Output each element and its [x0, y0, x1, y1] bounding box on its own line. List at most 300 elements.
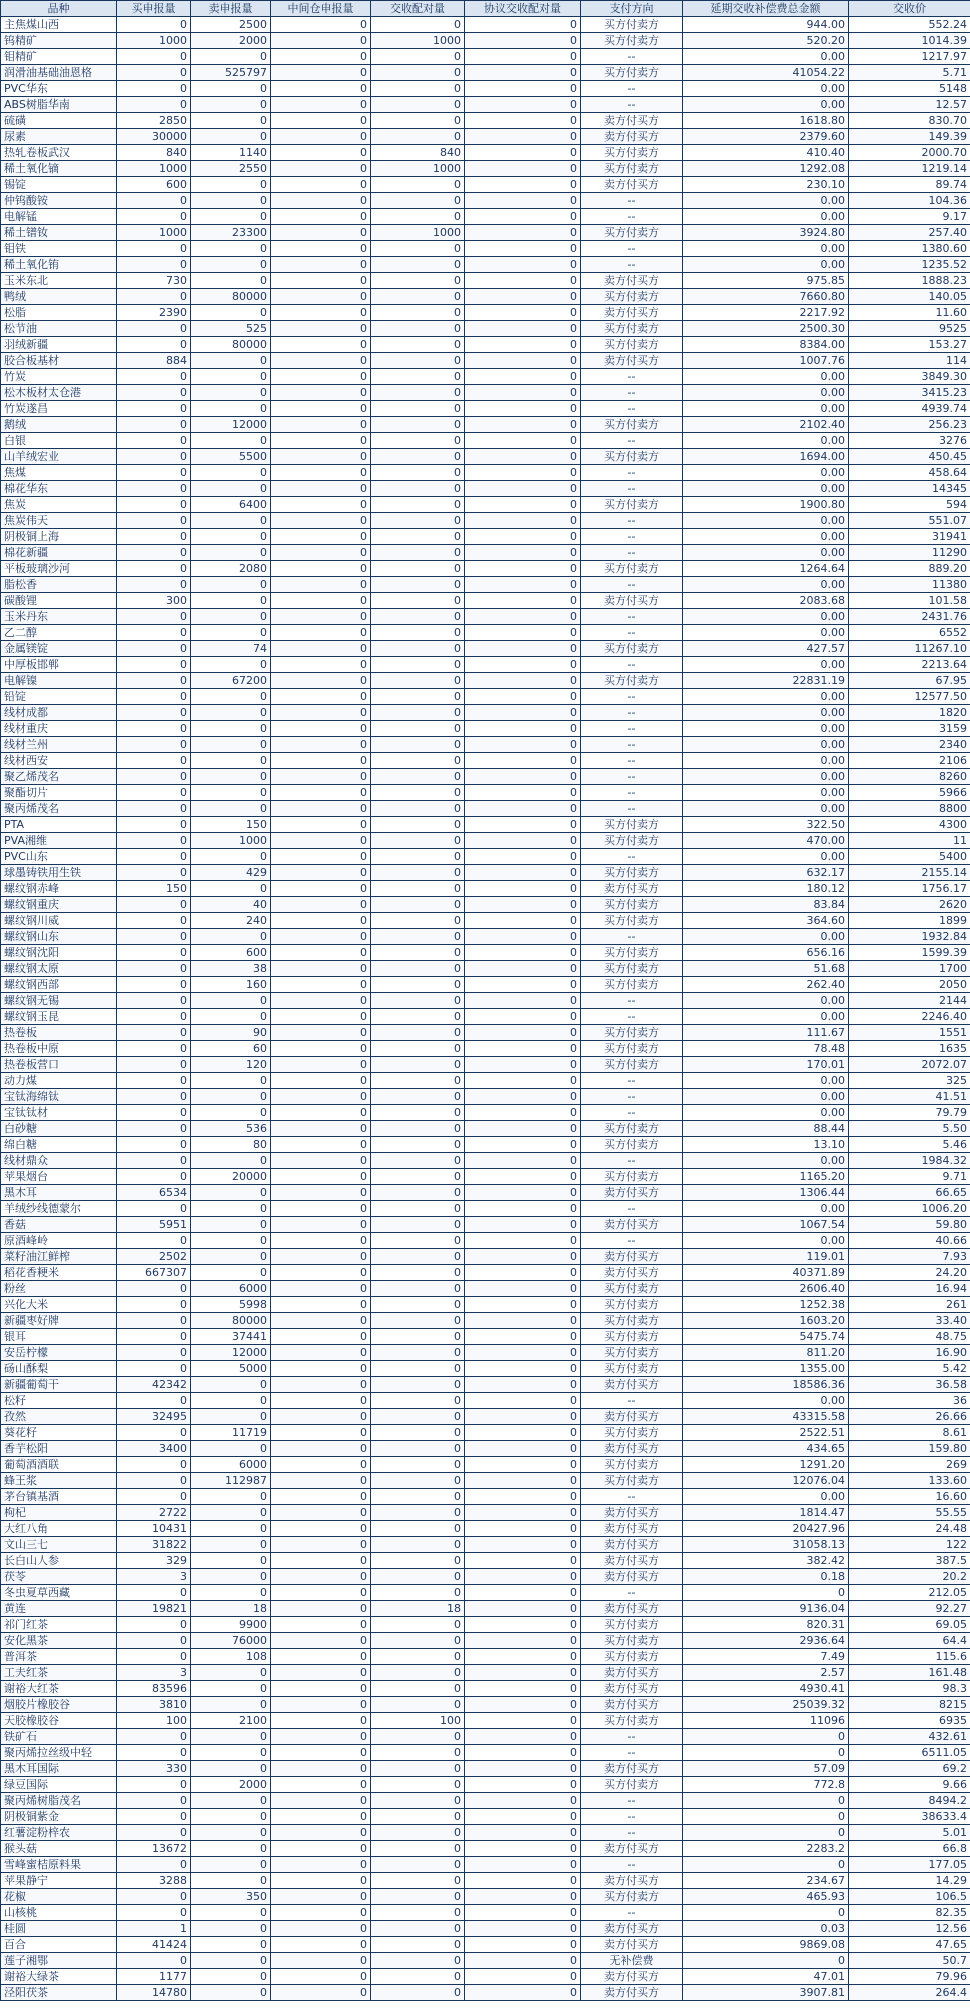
cell-sell-declare: 38 [191, 961, 271, 977]
cell-buy-declare: 0 [117, 65, 191, 81]
cell-delivery-price: 212.05 [849, 1585, 970, 1601]
table-row [1, 65, 970, 81]
cell-delivery-price: 48.75 [849, 1329, 970, 1345]
cell-delivery-price: 6511.05 [849, 1745, 970, 1761]
cell-delivery-price: 594 [849, 497, 970, 513]
cell-agreement-matched: 0 [465, 209, 581, 225]
cell-agreement-matched: 0 [465, 1953, 581, 1969]
cell-payment-direction: 买方付卖方 [581, 449, 683, 465]
cell-payment-direction: -- [581, 1105, 683, 1121]
cell-compensation-total: 0.18 [683, 1569, 849, 1585]
cell-delivery-matched: 0 [371, 401, 465, 417]
cell-buy-declare: 0 [117, 865, 191, 881]
cell-middle-warehouse: 0 [271, 1393, 371, 1409]
cell-variety: 碳酸锂 [1, 593, 117, 609]
cell-payment-direction: 卖方付买方 [581, 1921, 683, 1937]
table-row [1, 849, 970, 865]
cell-agreement-matched: 0 [465, 193, 581, 209]
header-compensation-total: 延期交收补偿费总金额 [683, 1, 849, 17]
cell-sell-declare: 0 [191, 433, 271, 449]
table-row [1, 129, 970, 145]
cell-sell-declare: 0 [191, 1217, 271, 1233]
table-row [1, 945, 970, 961]
cell-agreement-matched: 0 [465, 1905, 581, 1921]
cell-payment-direction: -- [581, 1585, 683, 1601]
cell-compensation-total: 41054.22 [683, 65, 849, 81]
cell-delivery-matched: 0 [371, 417, 465, 433]
cell-buy-declare: 0 [117, 513, 191, 529]
cell-delivery-price: 264.4 [849, 1985, 970, 2001]
cell-delivery-price: 450.45 [849, 449, 970, 465]
cell-sell-declare: 0 [191, 1985, 271, 2001]
cell-compensation-total: 811.20 [683, 1345, 849, 1361]
cell-payment-direction: -- [581, 1009, 683, 1025]
cell-compensation-total: 0.00 [683, 785, 849, 801]
cell-delivery-matched: 0 [371, 1313, 465, 1329]
cell-payment-direction: -- [581, 689, 683, 705]
cell-agreement-matched: 0 [465, 1617, 581, 1633]
cell-variety: 原酒峰岭 [1, 1233, 117, 1249]
cell-variety: 聚酯切片 [1, 785, 117, 801]
cell-compensation-total: 0 [683, 1729, 849, 1745]
cell-compensation-total: 427.57 [683, 641, 849, 657]
cell-agreement-matched: 0 [465, 961, 581, 977]
cell-variety: 铅锭 [1, 689, 117, 705]
cell-sell-declare: 0 [191, 81, 271, 97]
cell-delivery-price: 161.48 [849, 1665, 970, 1681]
cell-middle-warehouse: 0 [271, 401, 371, 417]
cell-payment-direction: 买方付卖方 [581, 865, 683, 881]
cell-variety: 黑木耳国际 [1, 1761, 117, 1777]
table-row [1, 1585, 970, 1601]
cell-compensation-total: 180.12 [683, 881, 849, 897]
cell-variety: 茯苓 [1, 1569, 117, 1585]
cell-buy-declare: 3 [117, 1665, 191, 1681]
cell-sell-declare: 0 [191, 545, 271, 561]
cell-payment-direction: 买方付卖方 [581, 1281, 683, 1297]
cell-delivery-matched: 0 [371, 865, 465, 881]
cell-sell-declare: 0 [191, 1809, 271, 1825]
cell-variety: 胶合板基材 [1, 353, 117, 369]
cell-agreement-matched: 0 [465, 577, 581, 593]
cell-delivery-matched: 0 [371, 1345, 465, 1361]
cell-variety: 棉花新疆 [1, 545, 117, 561]
cell-agreement-matched: 0 [465, 1025, 581, 1041]
cell-delivery-price: 9.71 [849, 1169, 970, 1185]
cell-middle-warehouse: 0 [271, 1729, 371, 1745]
cell-compensation-total: 0.00 [683, 1393, 849, 1409]
cell-delivery-matched: 0 [371, 1265, 465, 1281]
cell-agreement-matched: 0 [465, 1761, 581, 1777]
cell-compensation-total: 262.40 [683, 977, 849, 993]
cell-agreement-matched: 0 [465, 1393, 581, 1409]
cell-payment-direction: -- [581, 705, 683, 721]
cell-compensation-total: 0.00 [683, 769, 849, 785]
cell-delivery-price: 1820 [849, 705, 970, 721]
cell-payment-direction: 买方付卖方 [581, 1473, 683, 1489]
cell-sell-declare: 74 [191, 641, 271, 657]
cell-sell-declare: 2000 [191, 1777, 271, 1793]
table-row [1, 33, 970, 49]
cell-variety: 阴极铜紫金 [1, 1809, 117, 1825]
cell-middle-warehouse: 0 [271, 1233, 371, 1249]
cell-delivery-price: 20.2 [849, 1569, 970, 1585]
cell-delivery-matched: 0 [371, 1521, 465, 1537]
cell-middle-warehouse: 0 [271, 1825, 371, 1841]
cell-payment-direction: 买方付卖方 [581, 1313, 683, 1329]
cell-variety: 稀土镨钕 [1, 225, 117, 241]
cell-payment-direction: -- [581, 1489, 683, 1505]
cell-agreement-matched: 0 [465, 1649, 581, 1665]
cell-agreement-matched: 0 [465, 289, 581, 305]
cell-delivery-price: 11 [849, 833, 970, 849]
cell-agreement-matched: 0 [465, 1089, 581, 1105]
cell-compensation-total: 88.44 [683, 1121, 849, 1137]
cell-sell-declare: 2550 [191, 161, 271, 177]
cell-middle-warehouse: 0 [271, 545, 371, 561]
cell-variety: 润滑油基础油恩格 [1, 65, 117, 81]
cell-delivery-matched: 0 [371, 1281, 465, 1297]
cell-buy-declare: 0 [117, 1121, 191, 1137]
cell-variety: 百合 [1, 1937, 117, 1953]
cell-delivery-price: 8800 [849, 801, 970, 817]
cell-delivery-price: 159.80 [849, 1441, 970, 1457]
cell-buy-declare: 41424 [117, 1937, 191, 1953]
table-row [1, 1377, 970, 1393]
cell-compensation-total: 0.00 [683, 657, 849, 673]
cell-buy-declare: 0 [117, 257, 191, 273]
cell-sell-declare: 76000 [191, 1633, 271, 1649]
cell-sell-declare: 9900 [191, 1617, 271, 1633]
cell-delivery-matched: 0 [371, 1393, 465, 1409]
cell-payment-direction: 买方付卖方 [581, 225, 683, 241]
cell-variety: 热卷板 [1, 1025, 117, 1041]
cell-compensation-total: 230.10 [683, 177, 849, 193]
cell-delivery-matched: 0 [371, 1697, 465, 1713]
cell-compensation-total: 78.48 [683, 1041, 849, 1057]
cell-middle-warehouse: 0 [271, 1697, 371, 1713]
cell-variety: 钼铁 [1, 241, 117, 257]
cell-buy-declare: 0 [117, 49, 191, 65]
cell-variety: 烟胶片橡胶谷 [1, 1697, 117, 1713]
cell-middle-warehouse: 0 [271, 785, 371, 801]
cell-buy-declare: 1 [117, 1921, 191, 1937]
cell-buy-declare: 0 [117, 801, 191, 817]
cell-delivery-matched: 0 [371, 481, 465, 497]
table-header-row [1, 1, 970, 17]
cell-middle-warehouse: 0 [271, 33, 371, 49]
cell-buy-declare: 0 [117, 1729, 191, 1745]
cell-middle-warehouse: 0 [271, 1937, 371, 1953]
cell-agreement-matched: 0 [465, 1729, 581, 1745]
cell-payment-direction: -- [581, 929, 683, 945]
cell-delivery-matched: 0 [371, 1489, 465, 1505]
cell-buy-declare: 0 [117, 241, 191, 257]
cell-payment-direction: 卖方付买方 [581, 1249, 683, 1265]
cell-payment-direction: 买方付卖方 [581, 1025, 683, 1041]
table-row [1, 1905, 970, 1921]
table-row [1, 1089, 970, 1105]
cell-variety: 仲钨酸铵 [1, 193, 117, 209]
cell-middle-warehouse: 0 [271, 897, 371, 913]
cell-delivery-price: 12.56 [849, 1921, 970, 1937]
cell-buy-declare: 0 [117, 1153, 191, 1169]
cell-sell-declare: 0 [191, 657, 271, 673]
cell-variety: 红薯淀粉梓农 [1, 1825, 117, 1841]
cell-middle-warehouse: 0 [271, 1569, 371, 1585]
cell-payment-direction: -- [581, 1857, 683, 1873]
cell-agreement-matched: 0 [465, 865, 581, 881]
cell-agreement-matched: 0 [465, 417, 581, 433]
cell-middle-warehouse: 0 [271, 161, 371, 177]
cell-delivery-matched: 0 [371, 1473, 465, 1489]
cell-agreement-matched: 0 [465, 721, 581, 737]
cell-delivery-price: 8260 [849, 769, 970, 785]
cell-buy-declare: 329 [117, 1553, 191, 1569]
cell-delivery-price: 79.79 [849, 1105, 970, 1121]
table-row [1, 1729, 970, 1745]
cell-agreement-matched: 0 [465, 1425, 581, 1441]
cell-delivery-price: 82.35 [849, 1905, 970, 1921]
cell-delivery-price: 2106 [849, 753, 970, 769]
cell-compensation-total: 470.00 [683, 833, 849, 849]
cell-variety: 聚丙烯茂名 [1, 801, 117, 817]
cell-buy-declare: 0 [117, 817, 191, 833]
cell-sell-declare: 525 [191, 321, 271, 337]
cell-variety: 长白山人参 [1, 1553, 117, 1569]
cell-middle-warehouse: 0 [271, 1921, 371, 1937]
cell-compensation-total: 0.00 [683, 1009, 849, 1025]
cell-buy-declare: 0 [117, 17, 191, 33]
cell-delivery-matched: 0 [371, 561, 465, 577]
cell-variety: 鸭绒 [1, 289, 117, 305]
cell-agreement-matched: 0 [465, 385, 581, 401]
cell-payment-direction: 卖方付买方 [581, 593, 683, 609]
cell-middle-warehouse: 0 [271, 1873, 371, 1889]
cell-delivery-matched: 0 [371, 497, 465, 513]
cell-delivery-price: 31941 [849, 529, 970, 545]
cell-delivery-matched: 0 [371, 849, 465, 865]
cell-middle-warehouse: 0 [271, 273, 371, 289]
cell-middle-warehouse: 0 [271, 849, 371, 865]
cell-delivery-price: 66.65 [849, 1185, 970, 1201]
cell-buy-declare: 0 [117, 321, 191, 337]
cell-variety: 泾阳茯茶 [1, 1985, 117, 2001]
cell-delivery-price: 256.23 [849, 417, 970, 433]
cell-delivery-price: 7.93 [849, 1249, 970, 1265]
cell-sell-declare: 0 [191, 465, 271, 481]
cell-sell-declare: 60 [191, 1041, 271, 1057]
cell-sell-declare: 429 [191, 865, 271, 881]
cell-middle-warehouse: 0 [271, 97, 371, 113]
cell-buy-declare: 1000 [117, 33, 191, 49]
cell-sell-declare: 600 [191, 945, 271, 961]
cell-delivery-price: 1219.14 [849, 161, 970, 177]
table-row [1, 433, 970, 449]
cell-delivery-matched: 0 [371, 1169, 465, 1185]
cell-middle-warehouse: 0 [271, 1105, 371, 1121]
cell-agreement-matched: 0 [465, 897, 581, 913]
cell-agreement-matched: 0 [465, 65, 581, 81]
cell-variety: 球墨铸铁用生铁 [1, 865, 117, 881]
cell-delivery-matched: 0 [371, 785, 465, 801]
cell-middle-warehouse: 0 [271, 1009, 371, 1025]
cell-buy-declare: 0 [117, 1201, 191, 1217]
cell-payment-direction: 卖方付买方 [581, 305, 683, 321]
cell-compensation-total: 31058.13 [683, 1537, 849, 1553]
cell-buy-declare: 0 [117, 1649, 191, 1665]
cell-agreement-matched: 0 [465, 913, 581, 929]
cell-compensation-total: 944.00 [683, 17, 849, 33]
cell-delivery-price: 40.66 [849, 1233, 970, 1249]
cell-agreement-matched: 0 [465, 1569, 581, 1585]
table-row [1, 1265, 970, 1281]
cell-buy-declare: 0 [117, 385, 191, 401]
cell-delivery-matched: 0 [371, 1873, 465, 1889]
cell-delivery-price: 257.40 [849, 225, 970, 241]
cell-sell-declare: 0 [191, 305, 271, 321]
cell-buy-declare: 0 [117, 1297, 191, 1313]
cell-middle-warehouse: 0 [271, 1329, 371, 1345]
cell-variety: 稀土氧化铕 [1, 257, 117, 273]
cell-variety: 线材兰州 [1, 737, 117, 753]
cell-delivery-matched: 0 [371, 1233, 465, 1249]
cell-buy-declare: 31822 [117, 1537, 191, 1553]
cell-agreement-matched: 0 [465, 369, 581, 385]
cell-delivery-price: 64.4 [849, 1633, 970, 1649]
cell-middle-warehouse: 0 [271, 257, 371, 273]
cell-sell-declare: 5998 [191, 1297, 271, 1313]
cell-payment-direction: -- [581, 801, 683, 817]
cell-compensation-total: 0.00 [683, 81, 849, 97]
cell-delivery-matched: 0 [371, 913, 465, 929]
table-row [1, 497, 970, 513]
cell-agreement-matched: 0 [465, 1969, 581, 1985]
cell-buy-declare: 150 [117, 881, 191, 897]
cell-agreement-matched: 0 [465, 1521, 581, 1537]
cell-agreement-matched: 0 [465, 145, 581, 161]
cell-buy-declare: 730 [117, 273, 191, 289]
cell-delivery-price: 1014.39 [849, 33, 970, 49]
table-row [1, 1057, 970, 1073]
cell-buy-declare: 0 [117, 977, 191, 993]
cell-payment-direction: -- [581, 1233, 683, 1249]
cell-delivery-price: 4300 [849, 817, 970, 833]
cell-variety: 动力煤 [1, 1073, 117, 1089]
cell-payment-direction: -- [581, 1793, 683, 1809]
table-row [1, 625, 970, 641]
cell-variety: 砀山酥梨 [1, 1361, 117, 1377]
table-row [1, 977, 970, 993]
cell-agreement-matched: 0 [465, 1537, 581, 1553]
cell-buy-declare: 0 [117, 1857, 191, 1873]
cell-delivery-price: 16.60 [849, 1489, 970, 1505]
cell-variety: 热轧卷板武汉 [1, 145, 117, 161]
cell-payment-direction: -- [581, 737, 683, 753]
cell-compensation-total: 1814.47 [683, 1505, 849, 1521]
cell-middle-warehouse: 0 [271, 641, 371, 657]
cell-buy-declare: 0 [117, 833, 191, 849]
table-row [1, 1121, 970, 1137]
cell-delivery-price: 67.95 [849, 673, 970, 689]
cell-delivery-price: 104.36 [849, 193, 970, 209]
cell-delivery-matched: 0 [371, 1553, 465, 1569]
cell-sell-declare: 11719 [191, 1425, 271, 1441]
cell-delivery-price: 2340 [849, 737, 970, 753]
cell-sell-declare: 0 [191, 1841, 271, 1857]
cell-sell-declare: 0 [191, 401, 271, 417]
cell-buy-declare: 0 [117, 913, 191, 929]
cell-middle-warehouse: 0 [271, 1585, 371, 1601]
cell-middle-warehouse: 0 [271, 1121, 371, 1137]
cell-compensation-total: 0.00 [683, 209, 849, 225]
cell-middle-warehouse: 0 [271, 721, 371, 737]
table-row [1, 881, 970, 897]
cell-compensation-total: 2102.40 [683, 417, 849, 433]
cell-sell-declare: 2080 [191, 561, 271, 577]
cell-payment-direction: -- [581, 241, 683, 257]
cell-delivery-price: 11380 [849, 577, 970, 593]
cell-variety: 孜然 [1, 1409, 117, 1425]
table-row [1, 1233, 970, 1249]
cell-middle-warehouse: 0 [271, 1537, 371, 1553]
cell-buy-declare: 42342 [117, 1377, 191, 1393]
cell-delivery-price: 1888.23 [849, 273, 970, 289]
cell-sell-declare: 0 [191, 1489, 271, 1505]
cell-agreement-matched: 0 [465, 993, 581, 1009]
cell-delivery-price: 5.71 [849, 65, 970, 81]
cell-variety: 安化黑茶 [1, 1633, 117, 1649]
cell-sell-declare: 0 [191, 97, 271, 113]
table-row [1, 1361, 970, 1377]
cell-variety: 谢裕大红茶 [1, 1681, 117, 1697]
cell-payment-direction: 卖方付买方 [581, 1265, 683, 1281]
table-row [1, 1473, 970, 1489]
cell-sell-declare: 0 [191, 625, 271, 641]
cell-buy-declare: 0 [117, 337, 191, 353]
cell-buy-declare: 14780 [117, 1985, 191, 2001]
cell-agreement-matched: 0 [465, 1329, 581, 1345]
cell-payment-direction: -- [581, 513, 683, 529]
cell-sell-declare: 37441 [191, 1329, 271, 1345]
cell-buy-declare: 0 [117, 849, 191, 865]
cell-middle-warehouse: 0 [271, 241, 371, 257]
cell-payment-direction: 卖方付买方 [581, 1665, 683, 1681]
cell-agreement-matched: 0 [465, 609, 581, 625]
cell-delivery-matched: 0 [371, 1089, 465, 1105]
cell-delivery-matched: 0 [371, 337, 465, 353]
cell-agreement-matched: 0 [465, 1409, 581, 1425]
cell-delivery-matched: 0 [371, 305, 465, 321]
cell-agreement-matched: 0 [465, 1937, 581, 1953]
cell-compensation-total: 5475.74 [683, 1329, 849, 1345]
cell-middle-warehouse: 0 [271, 1713, 371, 1729]
cell-payment-direction: 买方付卖方 [581, 1297, 683, 1313]
cell-middle-warehouse: 0 [271, 1969, 371, 1985]
table-row [1, 1217, 970, 1233]
cell-payment-direction: 卖方付买方 [581, 1841, 683, 1857]
cell-delivery-price: 552.24 [849, 17, 970, 33]
cell-compensation-total: 772.8 [683, 1777, 849, 1793]
cell-delivery-price: 2620 [849, 897, 970, 913]
cell-payment-direction: -- [581, 1825, 683, 1841]
cell-sell-declare: 1000 [191, 833, 271, 849]
cell-sell-declare: 0 [191, 1857, 271, 1873]
cell-payment-direction: 无补偿费 [581, 1953, 683, 1969]
cell-delivery-matched: 0 [371, 65, 465, 81]
cell-buy-declare: 0 [117, 1169, 191, 1185]
cell-variety: 松木板材太仓港 [1, 385, 117, 401]
